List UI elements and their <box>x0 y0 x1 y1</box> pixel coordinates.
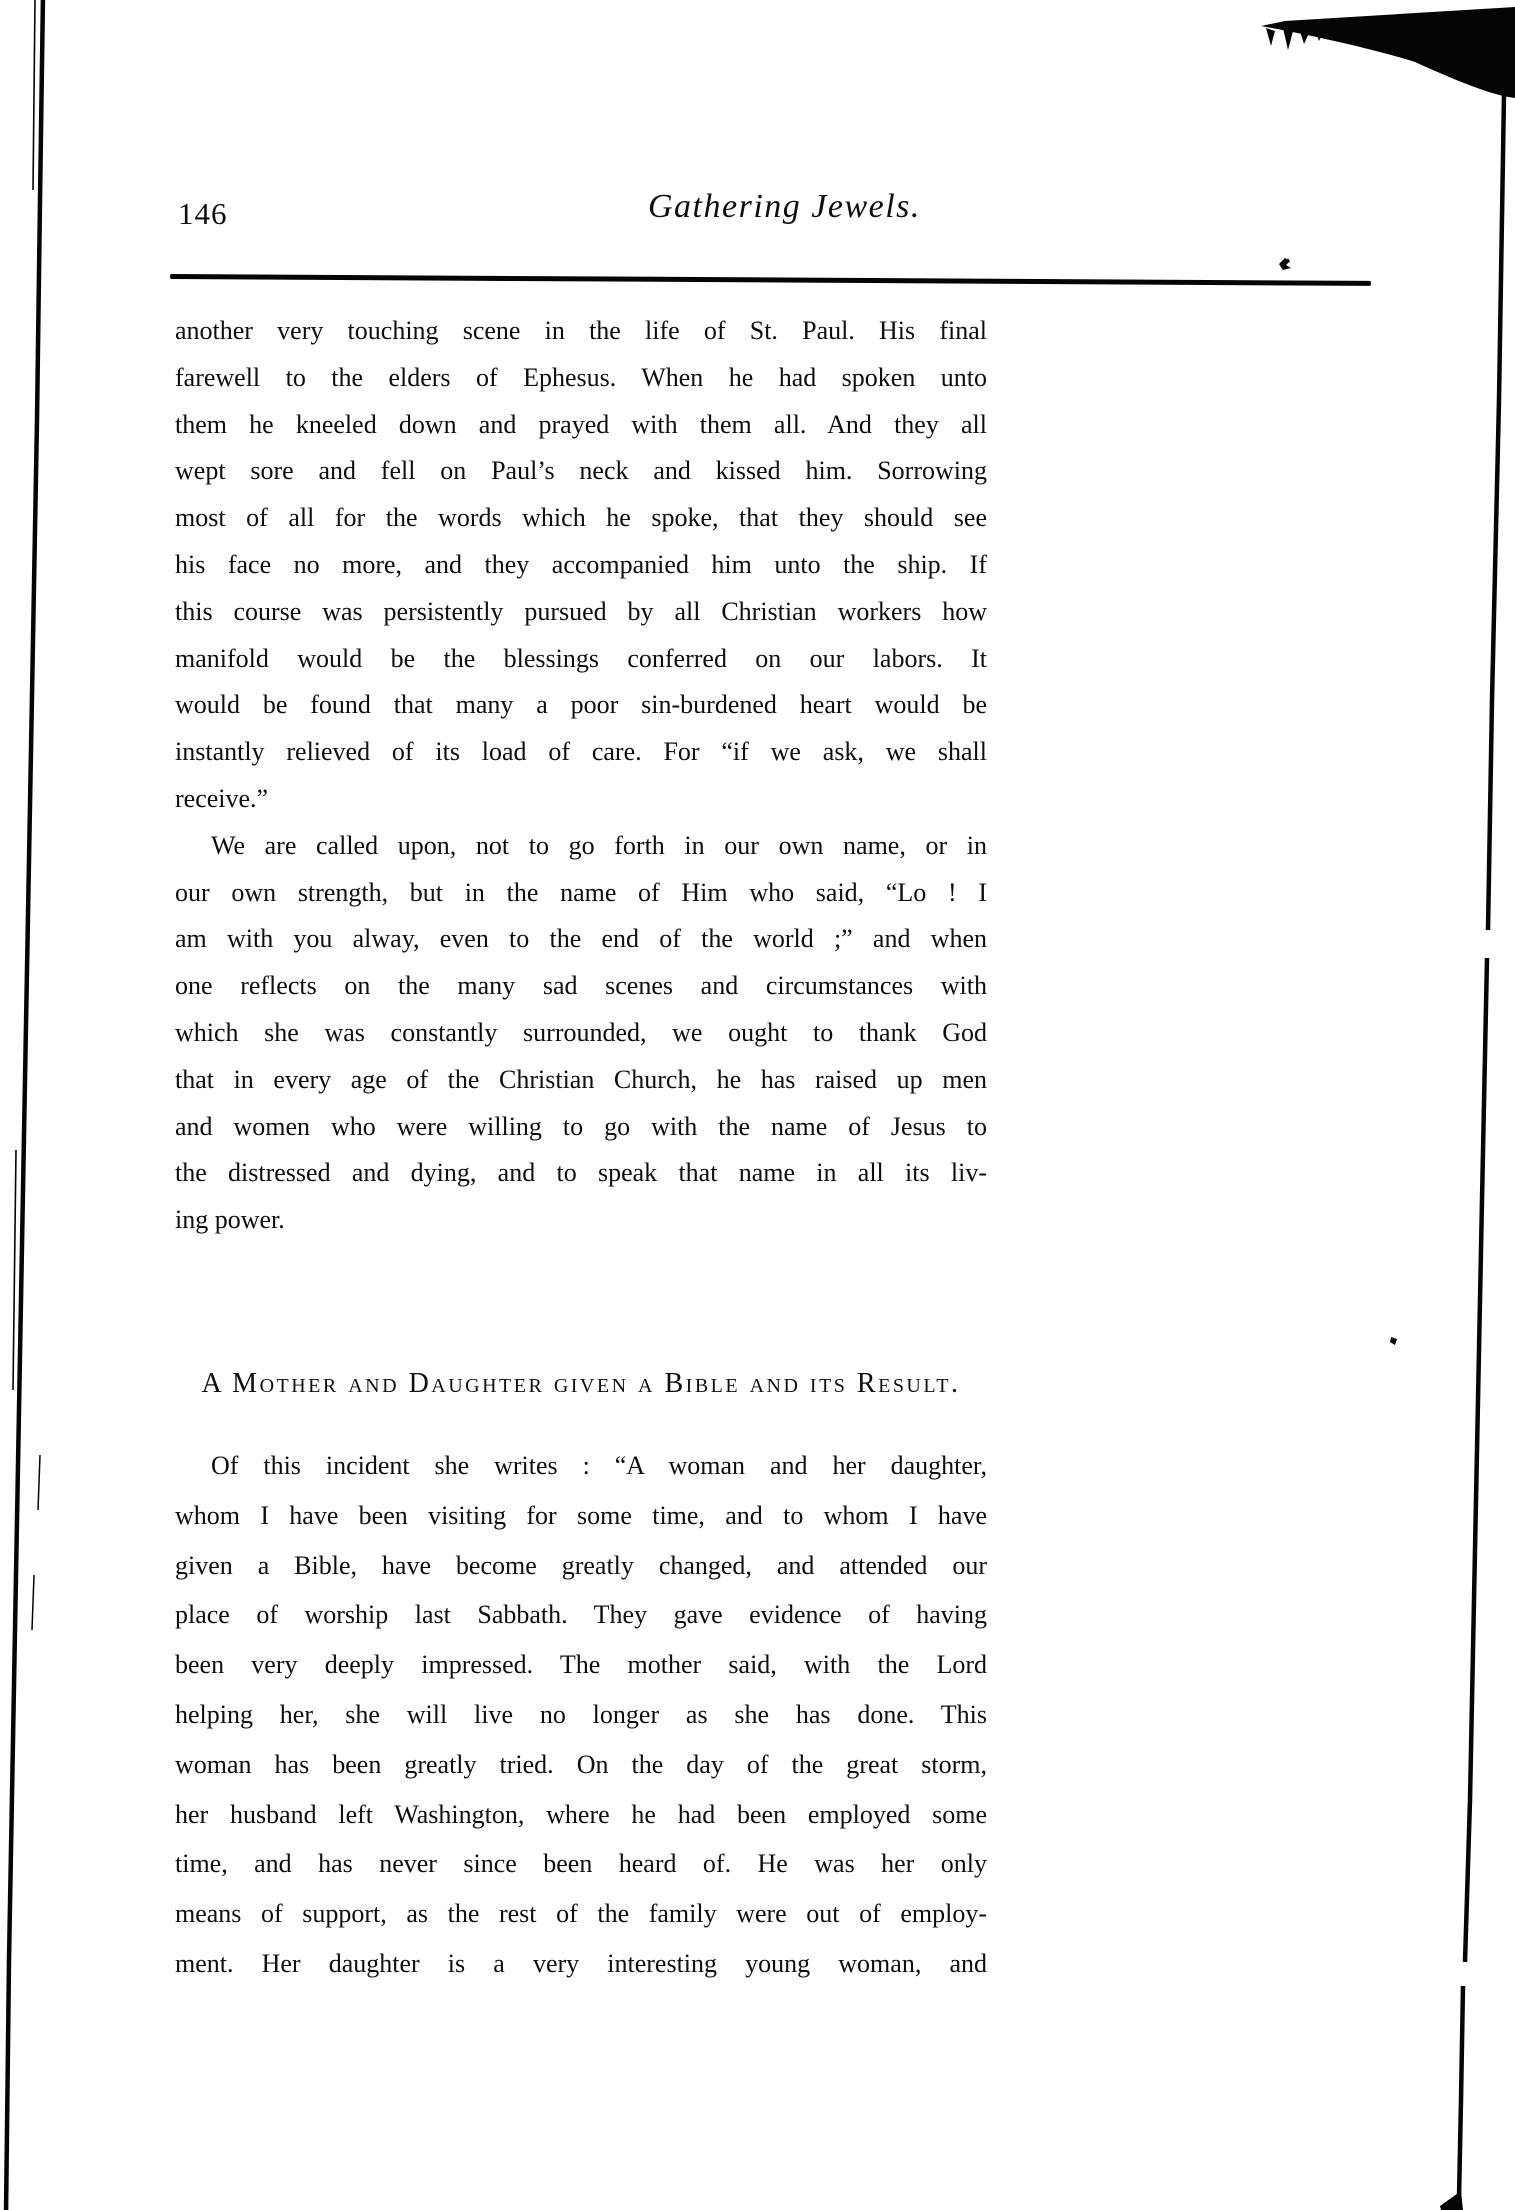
body-text-upper <box>175 308 987 1244</box>
text-line: woman has been greatly tried. On the day of the great storm, <box>175 1749 987 1779</box>
text-line: our own strength, but in the name of Him who said, “Lo ! I <box>175 877 987 907</box>
text-line: given a Bible, have become greatly changed, and attended our <box>175 1550 987 1580</box>
body-text-lower <box>175 1441 987 1989</box>
text-line: We are called upon, not to go forth in our own name, or in <box>211 830 987 860</box>
text-line: means of support, as the rest of the family were out of employ- <box>175 1899 987 1929</box>
text-line: instantly relieved of its load of care. For “if we ask, we shall <box>175 737 987 767</box>
text-line: her husband left Washington, where he had been employed some <box>175 1799 987 1829</box>
scan-binding-line-left-companion-top <box>33 0 35 190</box>
text-line: his face no more, and they accompanied him unto the ship. If <box>175 549 987 579</box>
text-line: ment. Her daughter is a very interesting young woman, and <box>175 1948 987 1978</box>
text-line: this course was persistently pursued by all Christian workers how <box>175 596 987 626</box>
text-line: which she was constantly surrounded, we ought to thank God <box>175 1017 987 1047</box>
text-line: that in every age of the Christian Church, he has raised up men <box>175 1064 987 1094</box>
running-title: Gathering Jewels. <box>648 188 921 225</box>
text-line: am with you alway, even to the end of the world ;” and when <box>175 924 987 954</box>
page-corner-fold <box>1261 7 1515 98</box>
paragraph <box>175 308 987 823</box>
page-corner-fold-ragged-edge <box>1266 28 1323 50</box>
text-line: Of this incident she writes : “A woman and her daughter, <box>211 1451 987 1480</box>
ink-speck-above-rule <box>1279 258 1291 270</box>
text-line: another very touching scene in the life of St. Paul. His final <box>175 316 987 345</box>
page-number: 146 <box>178 196 228 231</box>
scan-binding-line-left-companion-low <box>32 1455 40 1630</box>
paragraph <box>175 1441 987 1989</box>
text-line: would be found that many a poor sin-burdened heart would be <box>175 690 987 720</box>
header-rule <box>170 274 1371 286</box>
text-line: helping her, she will live no longer as she has done. This <box>175 1699 987 1729</box>
text-line: one reflects on the many sad scenes and circumstances with <box>175 971 987 1001</box>
text-line: time, and has never since been heard of. He was her only <box>175 1849 987 1879</box>
text-line: receive.” <box>175 783 269 813</box>
text-line: them he kneeled down and prayed with them all. And they all <box>175 409 987 439</box>
text-line: manifold would be the blessings conferred on our labors. It <box>175 643 987 673</box>
paragraph <box>175 823 987 1244</box>
text-line: wept sore and fell on Paul’s neck and kissed him. Sorrowing <box>175 456 987 486</box>
scan-edge-line-right <box>1459 94 1504 2198</box>
text-line: been very deeply impressed. The mother said, with the Lord <box>175 1650 987 1680</box>
scan-binding-line-left-companion-mid <box>13 1150 16 1390</box>
text-line: and women who were willing to go with the name of Jesus to <box>175 1111 987 1141</box>
section-heading: A Mother and Daughter given a Bible and its Result. <box>201 1368 961 1399</box>
text-line: most of all for the words which he spoke, that they should see <box>175 503 987 533</box>
ink-speck-right-margin <box>1390 1337 1397 1345</box>
text-line: whom I have been visiting for some time, and to whom I have <box>175 1500 987 1530</box>
text-line: farewell to the elders of Ephesus. When he had spoken unto <box>175 362 987 392</box>
scan-binding-line-left <box>6 0 43 2210</box>
scan-edge-line-right-foot <box>1440 2191 1463 2210</box>
text-line: ing power. <box>175 1205 285 1235</box>
text-line: place of worship last Sabbath. They gave evidence of having <box>175 1600 987 1630</box>
text-line: the distressed and dying, and to speak that name in all its liv- <box>175 1158 987 1188</box>
